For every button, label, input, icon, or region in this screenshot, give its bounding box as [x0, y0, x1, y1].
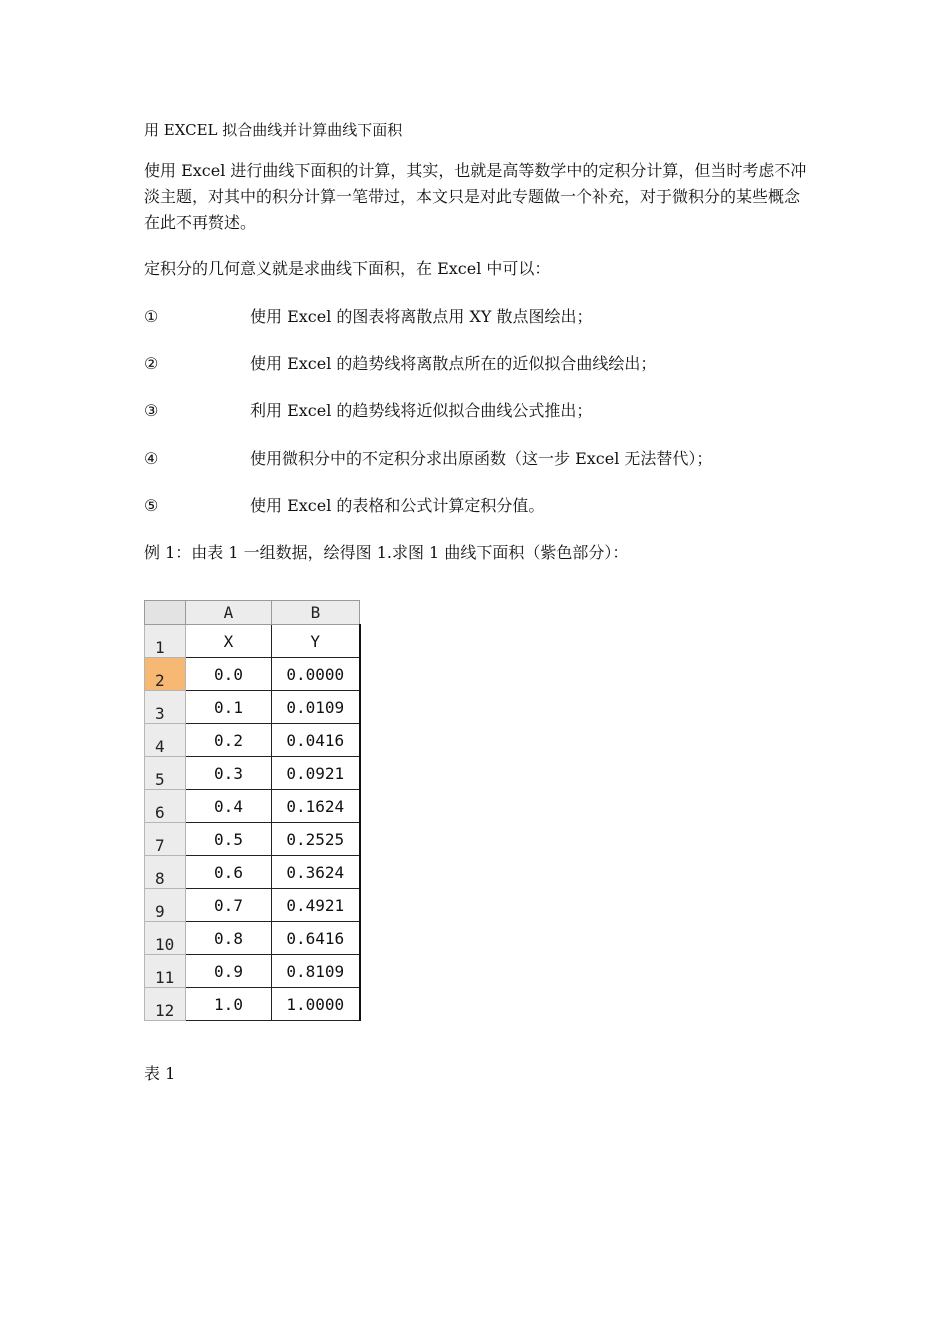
table-row: [145, 691, 360, 724]
table-row: [145, 790, 360, 823]
row-header: 4: [145, 724, 186, 757]
row-header: 12: [145, 988, 186, 1021]
row-header: 9: [145, 889, 186, 922]
step-number: ④: [144, 449, 159, 468]
row-header: 6: [145, 790, 186, 823]
table-row: [145, 922, 360, 955]
step-number: ①: [144, 307, 159, 326]
step-text: 使用微积分中的不定积分求出原函数（这一步 Excel 无法替代）；: [250, 449, 713, 468]
step-4: [144, 446, 844, 472]
example-paragraph: 例 1：由表 1 一组数据，绘得图 1.求图 1 曲线下面积（紫色部分）：: [144, 543, 629, 562]
row-header: 3: [145, 691, 186, 724]
table-row: [145, 889, 360, 922]
step-text: 使用 Excel 的表格和公式计算定积分值。: [250, 496, 545, 515]
column-header-a: A: [186, 601, 272, 625]
column-label-x: X: [186, 625, 272, 658]
column-label-y: Y: [272, 625, 360, 658]
spreadsheet-image: [144, 600, 361, 1028]
y-value-cell: 0.0109: [272, 691, 360, 724]
document-title: 用 EXCEL 拟合曲线并计算曲线下面积: [144, 121, 403, 139]
row-header: 8: [145, 856, 186, 889]
row-header: 10: [145, 922, 186, 955]
row-header: 11: [145, 955, 186, 988]
x-value-cell: 0.5: [186, 823, 272, 856]
x-value-cell: 0.3: [186, 757, 272, 790]
x-value-cell: 0.8: [186, 922, 272, 955]
row-header: 5: [145, 757, 186, 790]
x-value-cell: 0.0: [186, 658, 272, 691]
y-value-cell: 0.1624: [272, 790, 360, 823]
y-value-cell: 1.0000: [272, 988, 360, 1021]
table-row: [145, 625, 360, 658]
step-number: ③: [144, 401, 159, 420]
x-value-cell: 0.9: [186, 955, 272, 988]
table-row: [145, 724, 360, 757]
step-text: 使用 Excel 的图表将离散点用 XY 散点图绘出；: [250, 307, 593, 326]
step-3: [144, 398, 844, 424]
y-value-cell: 0.0416: [272, 724, 360, 757]
x-value-cell: 0.2: [186, 724, 272, 757]
intro-paragraph: 使用 Excel 进行曲线下面积的计算，其实，也就是高等数学中的定积分计算，但当时考虑不冲淡主题，对其中的积分计算一笔带过，本文只是对此专题做一个补充，对于微积分的某些概念在此不再赘述。: [144, 161, 807, 232]
step-5: [144, 493, 844, 519]
x-value-cell: 1.0: [186, 988, 272, 1021]
table-row: [145, 823, 360, 856]
row-header: 7: [145, 823, 186, 856]
corner-cell: [145, 601, 186, 625]
row-header: 2: [145, 658, 186, 691]
table-row: [145, 658, 360, 691]
x-value-cell: 0.1: [186, 691, 272, 724]
step-1: [144, 304, 844, 330]
y-value-cell: 0.8109: [272, 955, 360, 988]
y-value-cell: 0.4921: [272, 889, 360, 922]
x-value-cell: 0.4: [186, 790, 272, 823]
y-value-cell: 0.6416: [272, 922, 360, 955]
step-2: [144, 351, 844, 377]
y-value-cell: 0.0921: [272, 757, 360, 790]
spreadsheet-table: [144, 600, 361, 1021]
x-value-cell: 0.7: [186, 889, 272, 922]
step-number: ⑤: [144, 496, 159, 515]
y-value-cell: 0.2525: [272, 823, 360, 856]
spreadsheet-body: [145, 625, 360, 1021]
step-text: 利用 Excel 的趋势线将近似拟合曲线公式推出；: [250, 401, 593, 420]
meaning-paragraph: 定积分的几何意义就是求曲线下面积，在 Excel 中可以：: [144, 259, 551, 278]
table-caption: 表 1: [144, 1064, 176, 1083]
y-value-cell: 0.3624: [272, 856, 360, 889]
y-value-cell: 0.0000: [272, 658, 360, 691]
row-header: 1: [145, 625, 186, 658]
table-row: [145, 988, 360, 1021]
x-value-cell: 0.6: [186, 856, 272, 889]
table-row: [145, 955, 360, 988]
table-row: [145, 856, 360, 889]
step-number: ②: [144, 354, 159, 373]
table-row: [145, 757, 360, 790]
column-header-b: B: [272, 601, 360, 625]
step-text: 使用 Excel 的趋势线将离散点所在的近似拟合曲线绘出；: [250, 354, 657, 373]
